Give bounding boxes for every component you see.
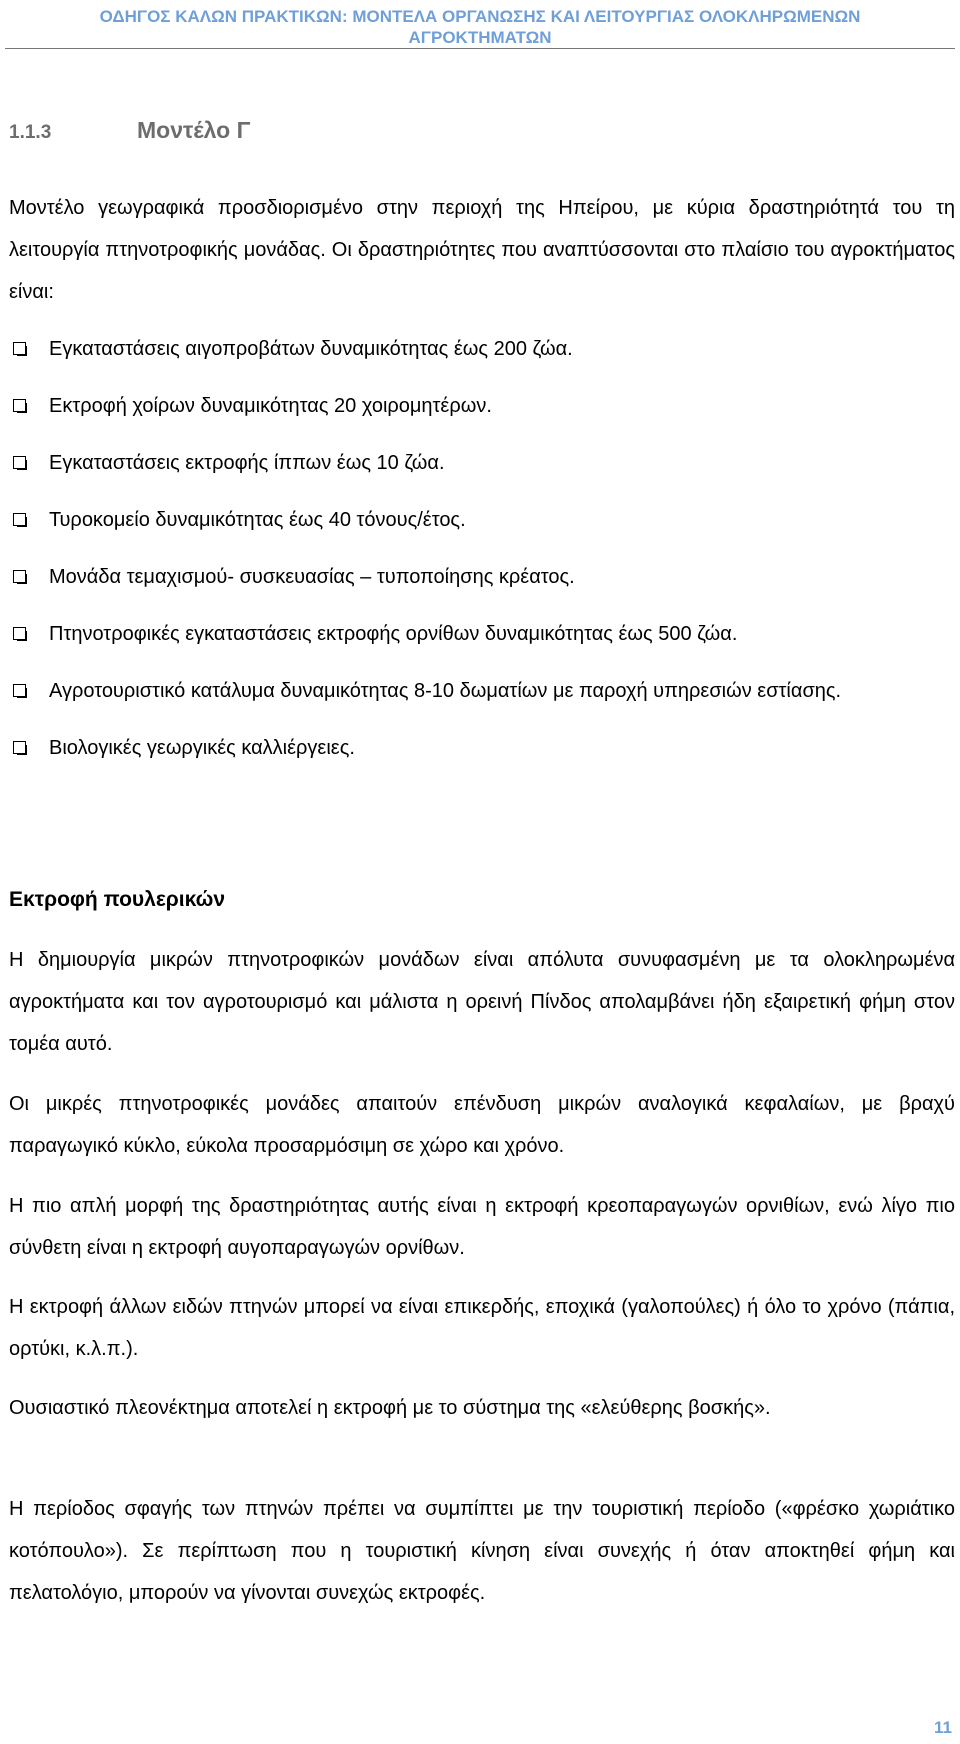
checkbox-bullet-icon [13, 456, 26, 469]
subheading-poultry: Εκτροφή πουλερικών [9, 888, 226, 911]
intro-paragraph: Μοντέλο γεωγραφικά προσδιορισμένο στην περιοχή της Ηπείρου, με κύρια δραστηριότητά του τη λειτουργία πτηνοτροφικής μονάδας. Οι δραστηριότητες που αναπτύσσονται στο πλαίσιο του αγροκτήματος είναι: [9, 197, 955, 303]
list-item: Μονάδα τεμαχισμού- συσκευασίας – τυποποίησης κρέατος. [9, 556, 955, 598]
checkbox-bullet-icon [13, 342, 26, 355]
list-item: Βιολογικές γεωργικές καλλιέργειες. [9, 727, 955, 769]
checkbox-bullet-icon [13, 513, 26, 526]
list-item: Τυροκομείο δυναμικότητας έως 40 τόνους/έτος. [9, 499, 955, 541]
list-item: Εγκαταστάσεις εκτροφής ίππων έως 10 ζώα. [9, 442, 955, 484]
list-item: Εκτροφή χοίρων δυναμικότητας 20 χοιρομητέρων. [9, 385, 955, 427]
body-paragraph: Η δημιουργία μικρών πτηνοτροφικών μονάδων είναι απόλυτα συνυφασμένη με τα ολοκληρωμένα αγροκτήματα και τον αγροτουρισμό και μάλιστα η ορεινή Πίνδος απολαμβάνει ήδη εξαιρετική φήμη στον τομέα αυτό. [9, 949, 955, 1055]
checkbox-bullet-icon [13, 627, 26, 640]
activities-list [9, 328, 955, 784]
checkbox-bullet-icon [13, 741, 26, 754]
section-number: 1.1.3 [9, 122, 52, 143]
body-paragraph: Η περίοδος σφαγής των πτηνών πρέπει να συμπίπτει με την τουριστική περίοδο («φρέσκο χωριάτικο κοτόπουλο»). Σε περίπτωση που η τουριστική κίνηση είναι συνεχής ή όταν αποκτηθεί φήμη και πελατολόγιο, μπορούν να γίνονται συνεχώς εκτροφές. [9, 1498, 955, 1604]
header-line-2: ΑΓΡΟΚΤΗΜΑΤΩΝ [408, 28, 552, 47]
header-line-1: ΟΔΗΓΟΣ ΚΑΛΩΝ ΠΡΑΚΤΙΚΩΝ: ΜΟΝΤΕΛΑ ΟΡΓΑΝΩΣΗΣ ΚΑΙ ΛΕΙΤΟΥΡΓΙΑΣ ΟΛΟΚΛΗΡΩΜΕΝΩΝ [99, 7, 861, 26]
body-paragraph: Οι μικρές πτηνοτροφικές μονάδες απαιτούν επένδυση μικρών αναλογικά κεφαλαίων, με βραχύ παραγωγικό κύκλο, εύκολα προσαρμόσιμη σε χώρο και χρόνο. [9, 1093, 955, 1157]
section-heading [9, 117, 250, 144]
list-item: Πτηνοτροφικές εγκαταστάσεις εκτροφής ορνίθων δυναμικότητας έως 500 ζώα. [9, 613, 955, 655]
checkbox-bullet-icon [13, 570, 26, 583]
body-paragraph: Η πιο απλή μορφή της δραστηριότητας αυτής είναι η εκτροφή κρεοπαραγωγών ορνιθίων, ενώ λίγο πιο σύνθετη είναι η εκτροφή αυγοπαραγωγών ορνίθων. [9, 1195, 955, 1259]
checkbox-bullet-icon [13, 684, 26, 697]
body-paragraph: Ουσιαστικό πλεονέκτημα αποτελεί η εκτροφή με το σύστημα της «ελεύθερης βοσκής». [9, 1397, 771, 1419]
header-divider [5, 48, 955, 49]
list-item: Εγκαταστάσεις αιγοπροβάτων δυναμικότητας έως 200 ζώα. [9, 328, 955, 370]
body-paragraph: Η εκτροφή άλλων ειδών πτηνών μπορεί να είναι επικερδής, εποχικά (γαλοπούλες) ή όλο το χρόνο (πάπια, ορτύκι, κ.λ.π.). [9, 1296, 955, 1360]
checkbox-bullet-icon [13, 399, 26, 412]
running-header [0, 6, 960, 48]
list-item: Αγροτουριστικό κατάλυμα δυναμικότητας 8-10 δωματίων με παροχή υπηρεσιών εστίασης. [9, 670, 955, 712]
section-title: Μοντέλο Γ [137, 117, 251, 143]
page-number: 11 [934, 1718, 952, 1737]
